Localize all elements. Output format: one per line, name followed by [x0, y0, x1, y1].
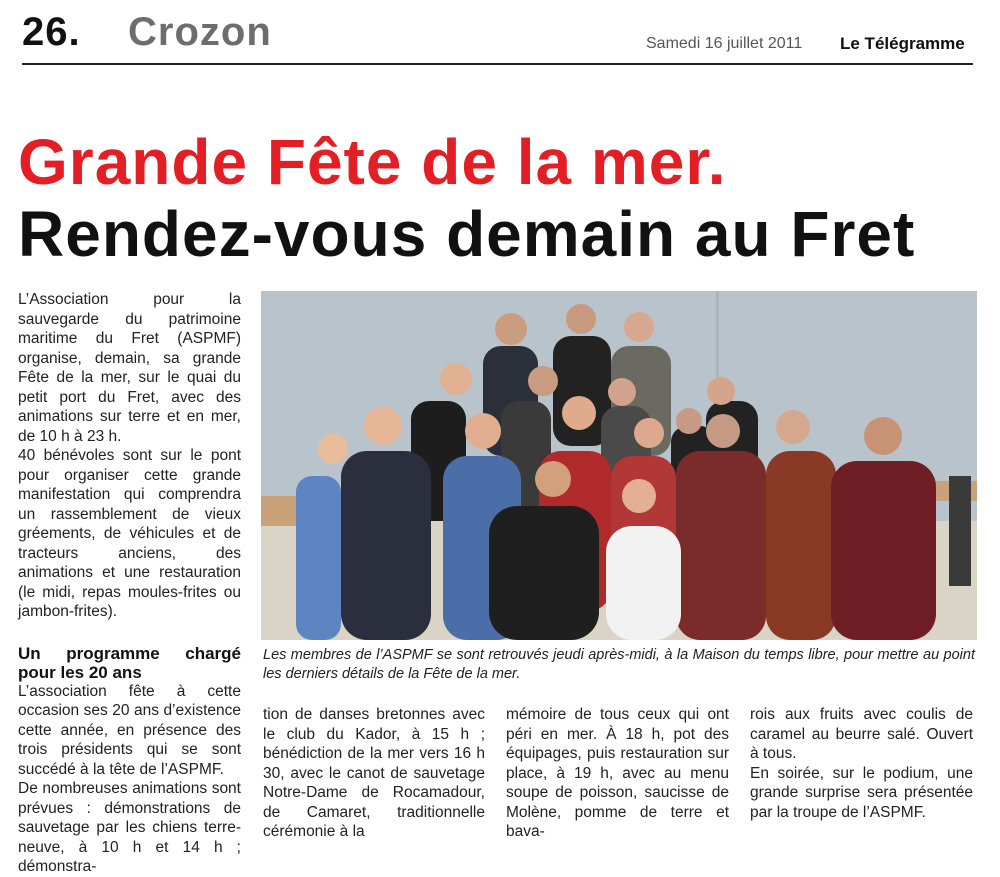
column-4-paragraph-1: rois aux fruits avec coulis de caramel au beurre salé. Ouvert à tous.	[750, 706, 973, 762]
program-paragraph-2: De nombreuses animations sont prévues : démonstrations de sauvetage par les chiens terre-neuve, à 10 h et 14 h ; démonstra-	[18, 780, 241, 875]
group-photo-illustration	[261, 291, 977, 640]
newspaper-name: Le Télégramme	[840, 34, 965, 53]
group-photo	[261, 291, 977, 640]
photo-caption: Les membres de l’ASPMF se sont retrouvés jeudi après-midi, à la Maison du temps libre, pour mettre au point les derniers détails de la Fête de la mer.	[263, 647, 975, 682]
column-2-text: tion de danses bretonnes avec le club du Kador, à 15 h ; bénédiction de la mer vers 16 h 30, avec le canot de sauvetage Notre-Dame de Rocamadour, de Camaret, traditionnelle cérémonie à la	[263, 706, 485, 840]
article-subhead: Un programme chargé pour les 20 ans	[18, 643, 241, 682]
article-column-4	[750, 705, 973, 822]
column-4-paragraph-2: En soirée, sur le podium, une grande surprise sera présentée par la troupe de l’ASPMF.	[750, 764, 973, 821]
intro-paragraph-1: L’Association pour la sauvegarde du patrimoine maritime du Fret (ASPMF) organise, demain, sa grande Fête de la mer, sur le quai du petit port du Fret, avec des animations sur terre et en mer, de 10 h à 23 h.	[18, 291, 241, 445]
article-column-1	[18, 290, 241, 877]
article-column-2	[263, 705, 485, 842]
headline-line-1: Grande Fête de la mer.	[18, 126, 727, 198]
intro-paragraph-2: 40 bénévoles sont sur le pont pour organiser cette grande manifestation qui comprendra un rassemblement de vieux gréements, de véhicules et de tracteurs anciens, des animations et une restauration (le midi, repas moules-frites ou jambon-frites).	[18, 447, 241, 620]
header-rule	[22, 63, 973, 65]
article-column-3	[506, 705, 729, 842]
page-number: 26.	[22, 10, 81, 54]
program-paragraph-1: L’association fête à cette occasion ses 20 ans d’existence cette année, en présence des trois présidents qui se sont succédé à la tête de l’ASPMF.	[18, 682, 241, 778]
publication-date: Samedi 16 juillet 2011	[646, 35, 803, 52]
column-3-text: mémoire de tous ceux qui ont péri en mer. À 18 h, pot des équipages, puis restauration sur place, à 19 h, avec au menu soupe de poisson, saucisse de Molène, pomme de terre et bava-	[506, 706, 729, 840]
section-title: Crozon	[128, 10, 272, 54]
headline-line-2: Rendez-vous demain au Fret	[18, 198, 916, 270]
